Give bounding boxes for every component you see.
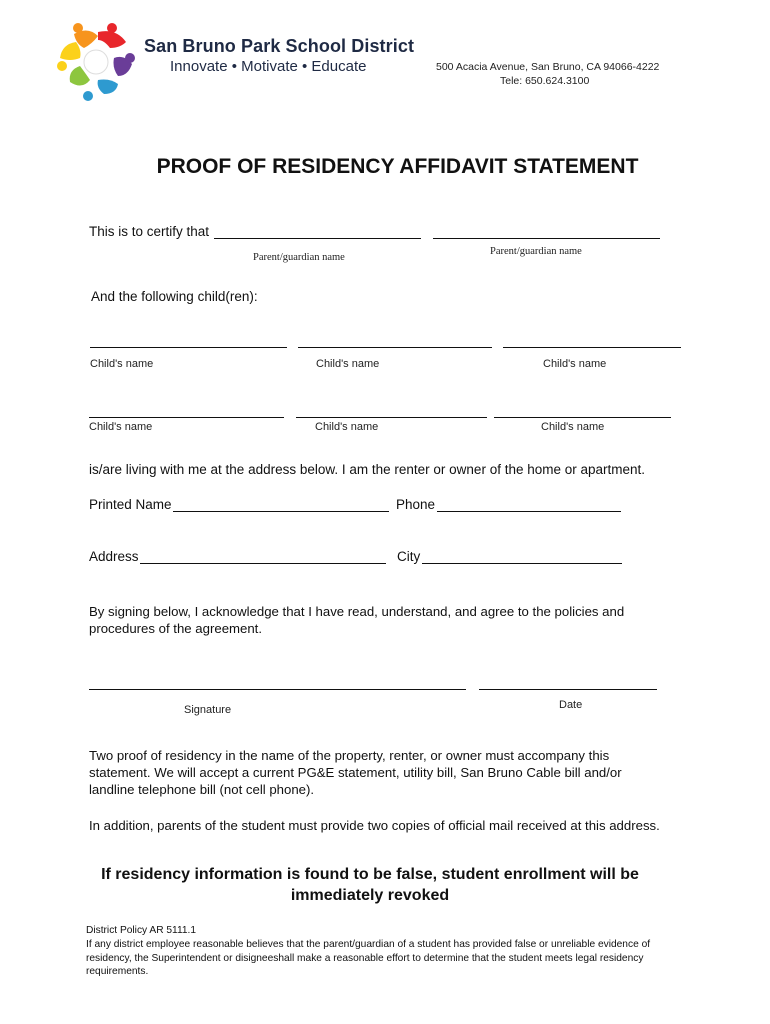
- parent-name-label-2: Parent/guardian name: [490, 246, 582, 257]
- printed-name-field[interactable]: [173, 511, 389, 512]
- district-address: 500 Acacia Avenue, San Bruno, CA 94066-4222: [436, 61, 660, 73]
- logo-figure-yellow: [60, 42, 81, 60]
- child-name-field-1[interactable]: [90, 347, 287, 348]
- logo-figure-red: [98, 31, 126, 48]
- address-label: Address: [89, 549, 139, 564]
- child-name-field-4[interactable]: [89, 417, 284, 418]
- printed-name-label: Printed Name: [89, 497, 172, 512]
- parent-name-label-1: Parent/guardian name: [253, 252, 345, 263]
- child-name-label-3: Child's name: [543, 358, 607, 370]
- child-name-label-6: Child's name: [541, 421, 605, 433]
- district-tagline: Innovate • Motivate • Educate: [170, 58, 367, 75]
- date-field[interactable]: [479, 689, 657, 690]
- city-field[interactable]: [422, 563, 622, 564]
- signature-field[interactable]: [89, 689, 466, 690]
- policy-title: District Policy AR 5111.1: [86, 925, 197, 936]
- child-name-field-5[interactable]: [296, 417, 487, 418]
- district-telephone: Tele: 650.624.3100: [500, 75, 590, 87]
- phone-field[interactable]: [437, 511, 621, 512]
- acknowledge-statement: By signing below, I acknowledge that I have read, understand, and agree to the policies and procedures of the agreement.: [89, 604, 625, 636]
- child-name-label-4: Child's name: [89, 421, 153, 433]
- policy-text: If any district employee reasonable believes that the parent/guardian of a student has provided false or unreliable evidence of residency, the Superintendent or disigneeshall make a reasonable effort to determine that the student meets legal residency requirements.: [86, 939, 651, 978]
- logo-star-center: [84, 50, 108, 74]
- certify-text: This is to certify that: [89, 224, 210, 239]
- district-name: San Bruno Park School District: [144, 36, 415, 56]
- children-intro: And the following child(ren):: [91, 289, 258, 304]
- child-name-label-5: Child's name: [315, 421, 379, 433]
- mail-requirement: In addition, parents of the student must provide two copies of official mail received at this address.: [89, 818, 660, 833]
- date-label: Date: [559, 699, 583, 711]
- proof-requirements: Two proof of residency in the name of the property, renter, or owner must accompany this statement. We will accept a current PG&E statement, utility bill, San Bruno Cable bill and/or landline telephone bill (not cell phone).: [89, 748, 622, 797]
- living-statement: is/are living with me at the address below. I am the renter or owner of the home or apartment.: [89, 462, 646, 477]
- logo-figure-blue: [98, 80, 118, 95]
- form-title: PROOF OF RESIDENCY AFFIDAVIT STATEMENT: [156, 155, 639, 178]
- address-field[interactable]: [140, 563, 386, 564]
- city-label: City: [397, 549, 421, 564]
- district-logo: [54, 18, 138, 102]
- phone-label: Phone: [396, 497, 436, 512]
- child-name-field-6[interactable]: [494, 417, 671, 418]
- child-name-label-2: Child's name: [316, 358, 380, 370]
- child-name-label-1: Child's name: [90, 358, 154, 370]
- false-residency-warning: If residency information is found to be false, student enrollment will be immediately revoked: [101, 866, 639, 904]
- child-name-field-2[interactable]: [298, 347, 492, 348]
- signature-label: Signature: [184, 704, 232, 716]
- parent-name-field-1[interactable]: [214, 238, 421, 239]
- parent-name-field-2[interactable]: [433, 238, 660, 239]
- child-name-field-3[interactable]: [503, 347, 681, 348]
